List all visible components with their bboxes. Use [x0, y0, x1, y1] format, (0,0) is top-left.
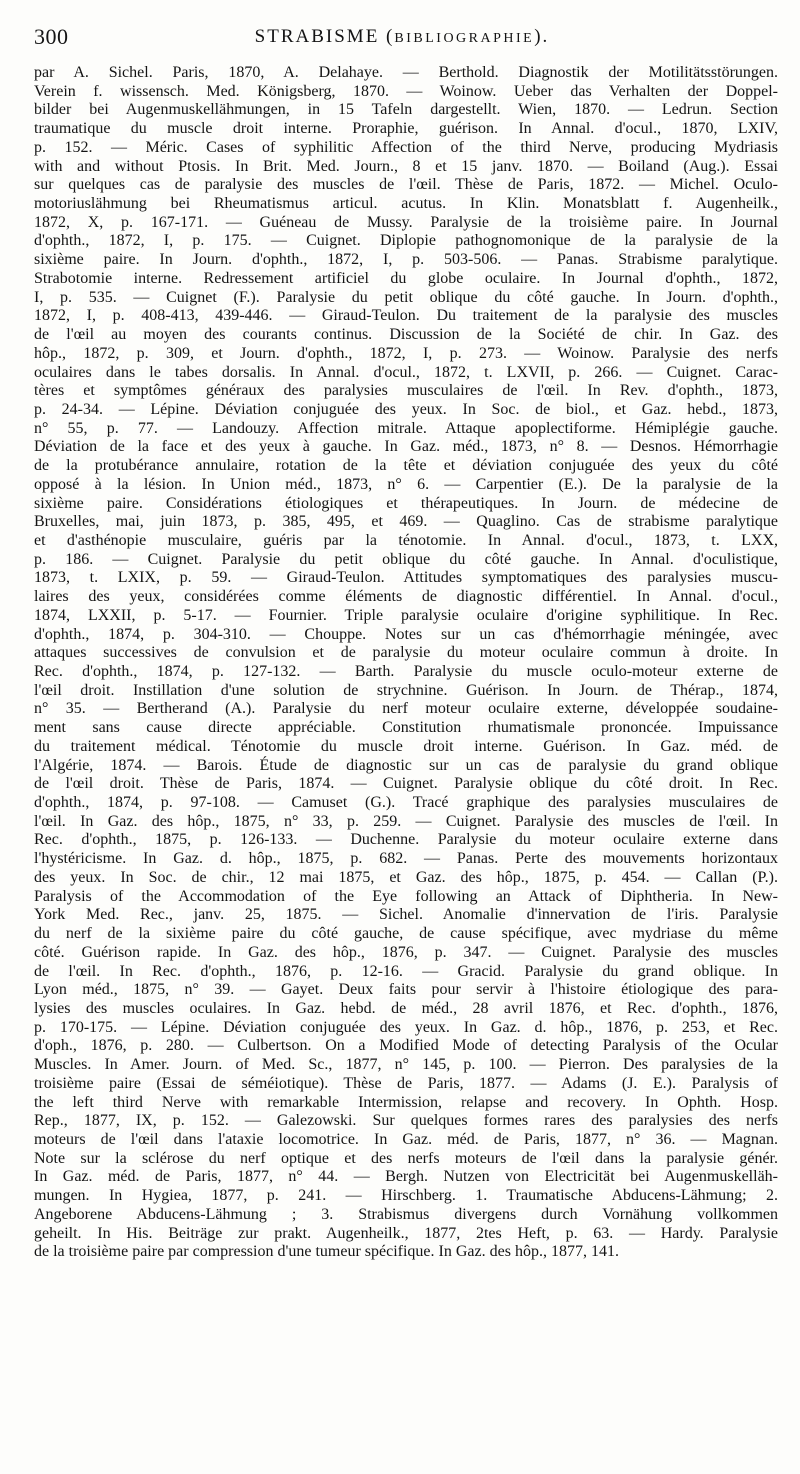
text-line: mungen. In Hygiea, 1877, p. 241. — Hirschberg. 1. Traumatische Abducens-Lähmung; 2.: [34, 1187, 778, 1205]
text-line: l'œil. In Gaz. des hôp., 1875, n° 33, p. 259. — Cuignet. Paralysie des muscles de l'œil. In: [34, 812, 778, 830]
text-line: Rep., 1877, IX, p. 152. — Galezowski. Sur quelques formes rares des paralysies des nerfs: [34, 1112, 778, 1130]
text-line: ment sans cause directe appréciable. Constitution rhumatismale prononcée. Impuissance: [34, 719, 778, 737]
text-line: l'hystéricisme. In Gaz. d. hôp., 1875, p. 682. — Panas. Perte des mouvements horizontaux: [34, 850, 778, 868]
text-line: du traitement médical. Ténotomie du muscle droit interne. Guérison. In Gaz. méd. de: [34, 737, 778, 755]
text-line: motoriuslähmung bei Rheumatismus articul. acutus. In Klin. Monatsblatt f. Augenheilk.,: [34, 195, 778, 213]
text-line: lysies des muscles oculaires. In Gaz. hebd. de méd., 28 avril 1876, et Rec. d'ophth., 1876,: [34, 999, 778, 1017]
text-line: I, p. 535. — Cuignet (F.). Paralysie du petit oblique du côté gauche. In Journ. d'ophth.,: [34, 288, 778, 306]
text-line: n° 35. — Bertherand (A.). Paralysie du nerf moteur oculaire externe, développée soudaine-: [34, 700, 778, 718]
text-line: de l'œil au moyen des courants continus. Discussion de la Société de chir. In Gaz. des: [34, 326, 778, 344]
text-line: attaques successives de convulsion et de paralysie du moteur oculaire commun à droite. In: [34, 644, 778, 662]
text-line: côté. Guérison rapide. In Gaz. des hôp., 1876, p. 347. — Cuignet. Paralysie des muscles: [34, 943, 778, 961]
title-main: STRABISME (: [254, 26, 395, 47]
text-line: Déviation de la face et des yeux à gauche. In Gaz. méd., 1873, n° 8. — Desnos. Hémorrhagie: [34, 438, 778, 456]
page-number: 300: [34, 24, 69, 49]
text-line: Bruxelles, mai, juin 1873, p. 385, 495, et 469. — Quaglino. Cas de strabisme paralytique: [34, 513, 778, 531]
bibliography-text: [34, 64, 778, 1262]
text-line: hôp., 1872, p. 309, et Journ. d'ophth., 1872, I, p. 273. — Woinow. Paralysie des nerfs: [34, 344, 778, 362]
text-line: York Med. Rec., janv. 25, 1875. — Sichel. Anomalie d'innervation de l'iris. Paralysie: [34, 906, 778, 924]
text-line: with and without Ptosis. In Brit. Med. Journ., 8 et 15 janv. 1870. — Boiland (Aug.). Essai: [34, 157, 778, 175]
text-line: traumatique du muscle droit interne. Proraphie, guérison. In Annal. d'ocul., 1870, LXIV,: [34, 120, 778, 138]
text-line: the left third Nerve with remarkable Intermission, relapse and recovery. In Ophth. Hosp.: [34, 1093, 778, 1111]
text-line: d'ophth., 1874, p. 97-108. — Camuset (G.). Tracé graphique des paralysies musculaires de: [34, 794, 778, 812]
text-line: de l'œil. In Rec. d'ophth., 1876, p. 12-16. — Gracid. Paralysie du grand oblique. In: [34, 962, 778, 980]
text-line: tères et symptômes généraux des paralysies musculaires de l'œil. In Rev. d'ophth., 1873,: [34, 382, 778, 400]
text-line: 1872, X, p. 167-171. — Guéneau de Mussy. Paralysie de la troisième paire. In Journal: [34, 213, 778, 231]
running-title: [34, 26, 770, 48]
text-line: 1873, t. LXIX, p. 59. — Giraud-Teulon. Attitudes symptomatiques des paralysies muscu-: [34, 569, 778, 587]
text-line: Lyon méd., 1875, n° 39. — Gayet. Deux faits pour servir à l'histoire étiologique des para-: [34, 981, 778, 999]
text-line: p. 186. — Cuignet. Paralysie du petit oblique du côté gauche. In Annal. d'oculistique,: [34, 550, 778, 568]
text-line: p. 24-34. — Lépine. Déviation conjuguée des yeux. In Soc. de biol., et Gaz. hebd., 1873,: [34, 400, 778, 418]
text-line: du nerf de la sixième paire du côté gauche, de cause spécifique, avec mydriase du même: [34, 925, 778, 943]
text-line: Verein f. wissensch. Med. Königsberg, 1870. — Woinow. Ueber das Verhalten der Doppel-: [34, 82, 778, 100]
text-line: Note sur la sclérose du nerf optique et des nerfs moteurs de l'œil dans la paralysie génér.: [34, 1149, 778, 1167]
text-line: moteurs de l'œil dans l'ataxie locomotrice. In Gaz. méd. de Paris, 1877, n° 36. — Magnan.: [34, 1130, 778, 1148]
text-line: par A. Sichel. Paris, 1870, A. Delahaye. — Berthold. Diagnostik der Motilitätsstörungen.: [34, 64, 778, 81]
text-line: d'ophth., 1874, p. 304-310. — Chouppe. Notes sur un cas d'hémorrhagie méningée, avec: [34, 625, 778, 643]
text-line: p. 152. — Méric. Cases of syphilitic Affection of the third Nerve, producing Mydriasis: [34, 138, 778, 156]
text-line: 1872, I, p. 408-413, 439-446. — Giraud-Teulon. Du traitement de la paralysie des muscles: [34, 307, 778, 325]
text-line: de la protubérance annulaire, rotation de la tête et déviation conjuguée des yeux du côté: [34, 457, 778, 475]
text-line: d'ophth., 1872, I, p. 175. — Cuignet. Diplopie pathognomonique de la paralysie de la: [34, 232, 778, 250]
text-line: 1874, LXXII, p. 5-17. — Fournier. Triple paralysie oculaire d'origine syphilitique. In Rec.: [34, 606, 778, 624]
title-small-caps: BIBLIOGRAPHIE: [394, 31, 535, 46]
text-line: Angeborene Abducens-Lähmung ; 3. Strabismus divergens durch Vornähung vollkommen: [34, 1205, 778, 1223]
text-line: opposé à la lésion. In Union méd., 1873, n° 6. — Carpentier (E.). De la paralysie de la: [34, 475, 778, 493]
text-line: l'œil droit. Instillation d'une solution de strychnine. Guérison. In Journ. de Thérap., 1874,: [34, 681, 778, 699]
text-line: d'oph., 1876, p. 280. — Culbertson. On a Modified Mode of detecting Paralysis of the Ocular: [34, 1037, 778, 1055]
text-line: Paralysis of the Accommodation of the Eye following an Attack of Diphtheria. In New-: [34, 887, 778, 905]
text-line: p. 170-175. — Lépine. Déviation conjuguée des yeux. In Gaz. d. hôp., 1876, p. 253, et Rec.: [34, 1018, 778, 1036]
text-line: l'Algérie, 1874. — Barois. Étude de diagnostic sur un cas de paralysie du grand oblique: [34, 756, 778, 774]
text-line: sixième paire. Considérations étiologiques et thérapeutiques. In Journ. de médecine de: [34, 494, 778, 512]
text-line: Rec. d'ophth., 1874, p. 127-132. — Barth. Paralysie du muscle oculo-moteur externe de: [34, 663, 778, 680]
text-line: de la troisième paire par compression d'une tumeur spécifique. In Gaz. des hôp., 1877, 141.: [34, 1243, 619, 1261]
title-end: ).: [534, 26, 550, 47]
text-line: Strabotomie interne. Redressement artificiel du globe oculaire. In Journal d'ophth., 1872,: [34, 269, 778, 287]
text-line: oculaires dans le tabes dorsalis. In Annal. d'ocul., 1872, t. LXVII, p. 266. — Cuignet. Carac-: [34, 363, 778, 381]
text-line: Rec. d'ophth., 1875, p. 126-133. — Duchenne. Paralysie du moteur oculaire externe dans: [34, 831, 778, 849]
text-line: des yeux. In Soc. de chir., 12 mai 1875, et Gaz. des hôp., 1875, p. 454. — Callan (P.).: [34, 868, 778, 886]
text-line: et d'asthénopie musculaire, guéris par la ténotomie. In Annal. d'ocul., 1873, t. LXX,: [34, 531, 778, 549]
text-line: sixième paire. In Journ. d'ophth., 1872, I, p. 503-506. — Panas. Strabisme paralytique.: [34, 251, 778, 269]
text-line: troisième paire (Essai de séméiotique). Thèse de Paris, 1877. — Adams (J. E.). Paralysis of: [34, 1074, 778, 1092]
text-line: bilder bei Augenmuskellähmungen, in 15 Tafeln dargestellt. Wien, 1870. — Ledrun. Section: [34, 101, 778, 119]
text-line: laires des yeux, considérées comme éléments de diagnostic différentiel. In Annal. d'ocul.,: [34, 588, 778, 606]
text-line: n° 55, p. 77. — Landouzy. Affection mitrale. Attaque apoplectiforme. Hémiplégie gauche.: [34, 419, 778, 437]
text-line: In Gaz. méd. de Paris, 1877, n° 44. — Bergh. Nutzen von Electricität bei Augenmuskelläh-: [34, 1168, 778, 1186]
running-head: [34, 24, 770, 50]
text-line: sur quelques cas de paralysie des muscles de l'œil. Thèse de Paris, 1872. — Michel. Oculo-: [34, 176, 778, 194]
text-line: Muscles. In Amer. Journ. of Med. Sc., 1877, n° 145, p. 100. — Pierron. Des paralysies de la: [34, 1056, 778, 1074]
text-line: geheilt. In His. Beiträge zur prakt. Augenheilk., 1877, 2tes Heft, p. 63. — Hardy. Paralysie: [34, 1224, 778, 1242]
text-line: de l'œil droit. Thèse de Paris, 1874. — Cuignet. Paralysie oblique du côté droit. In Rec.: [34, 775, 778, 793]
